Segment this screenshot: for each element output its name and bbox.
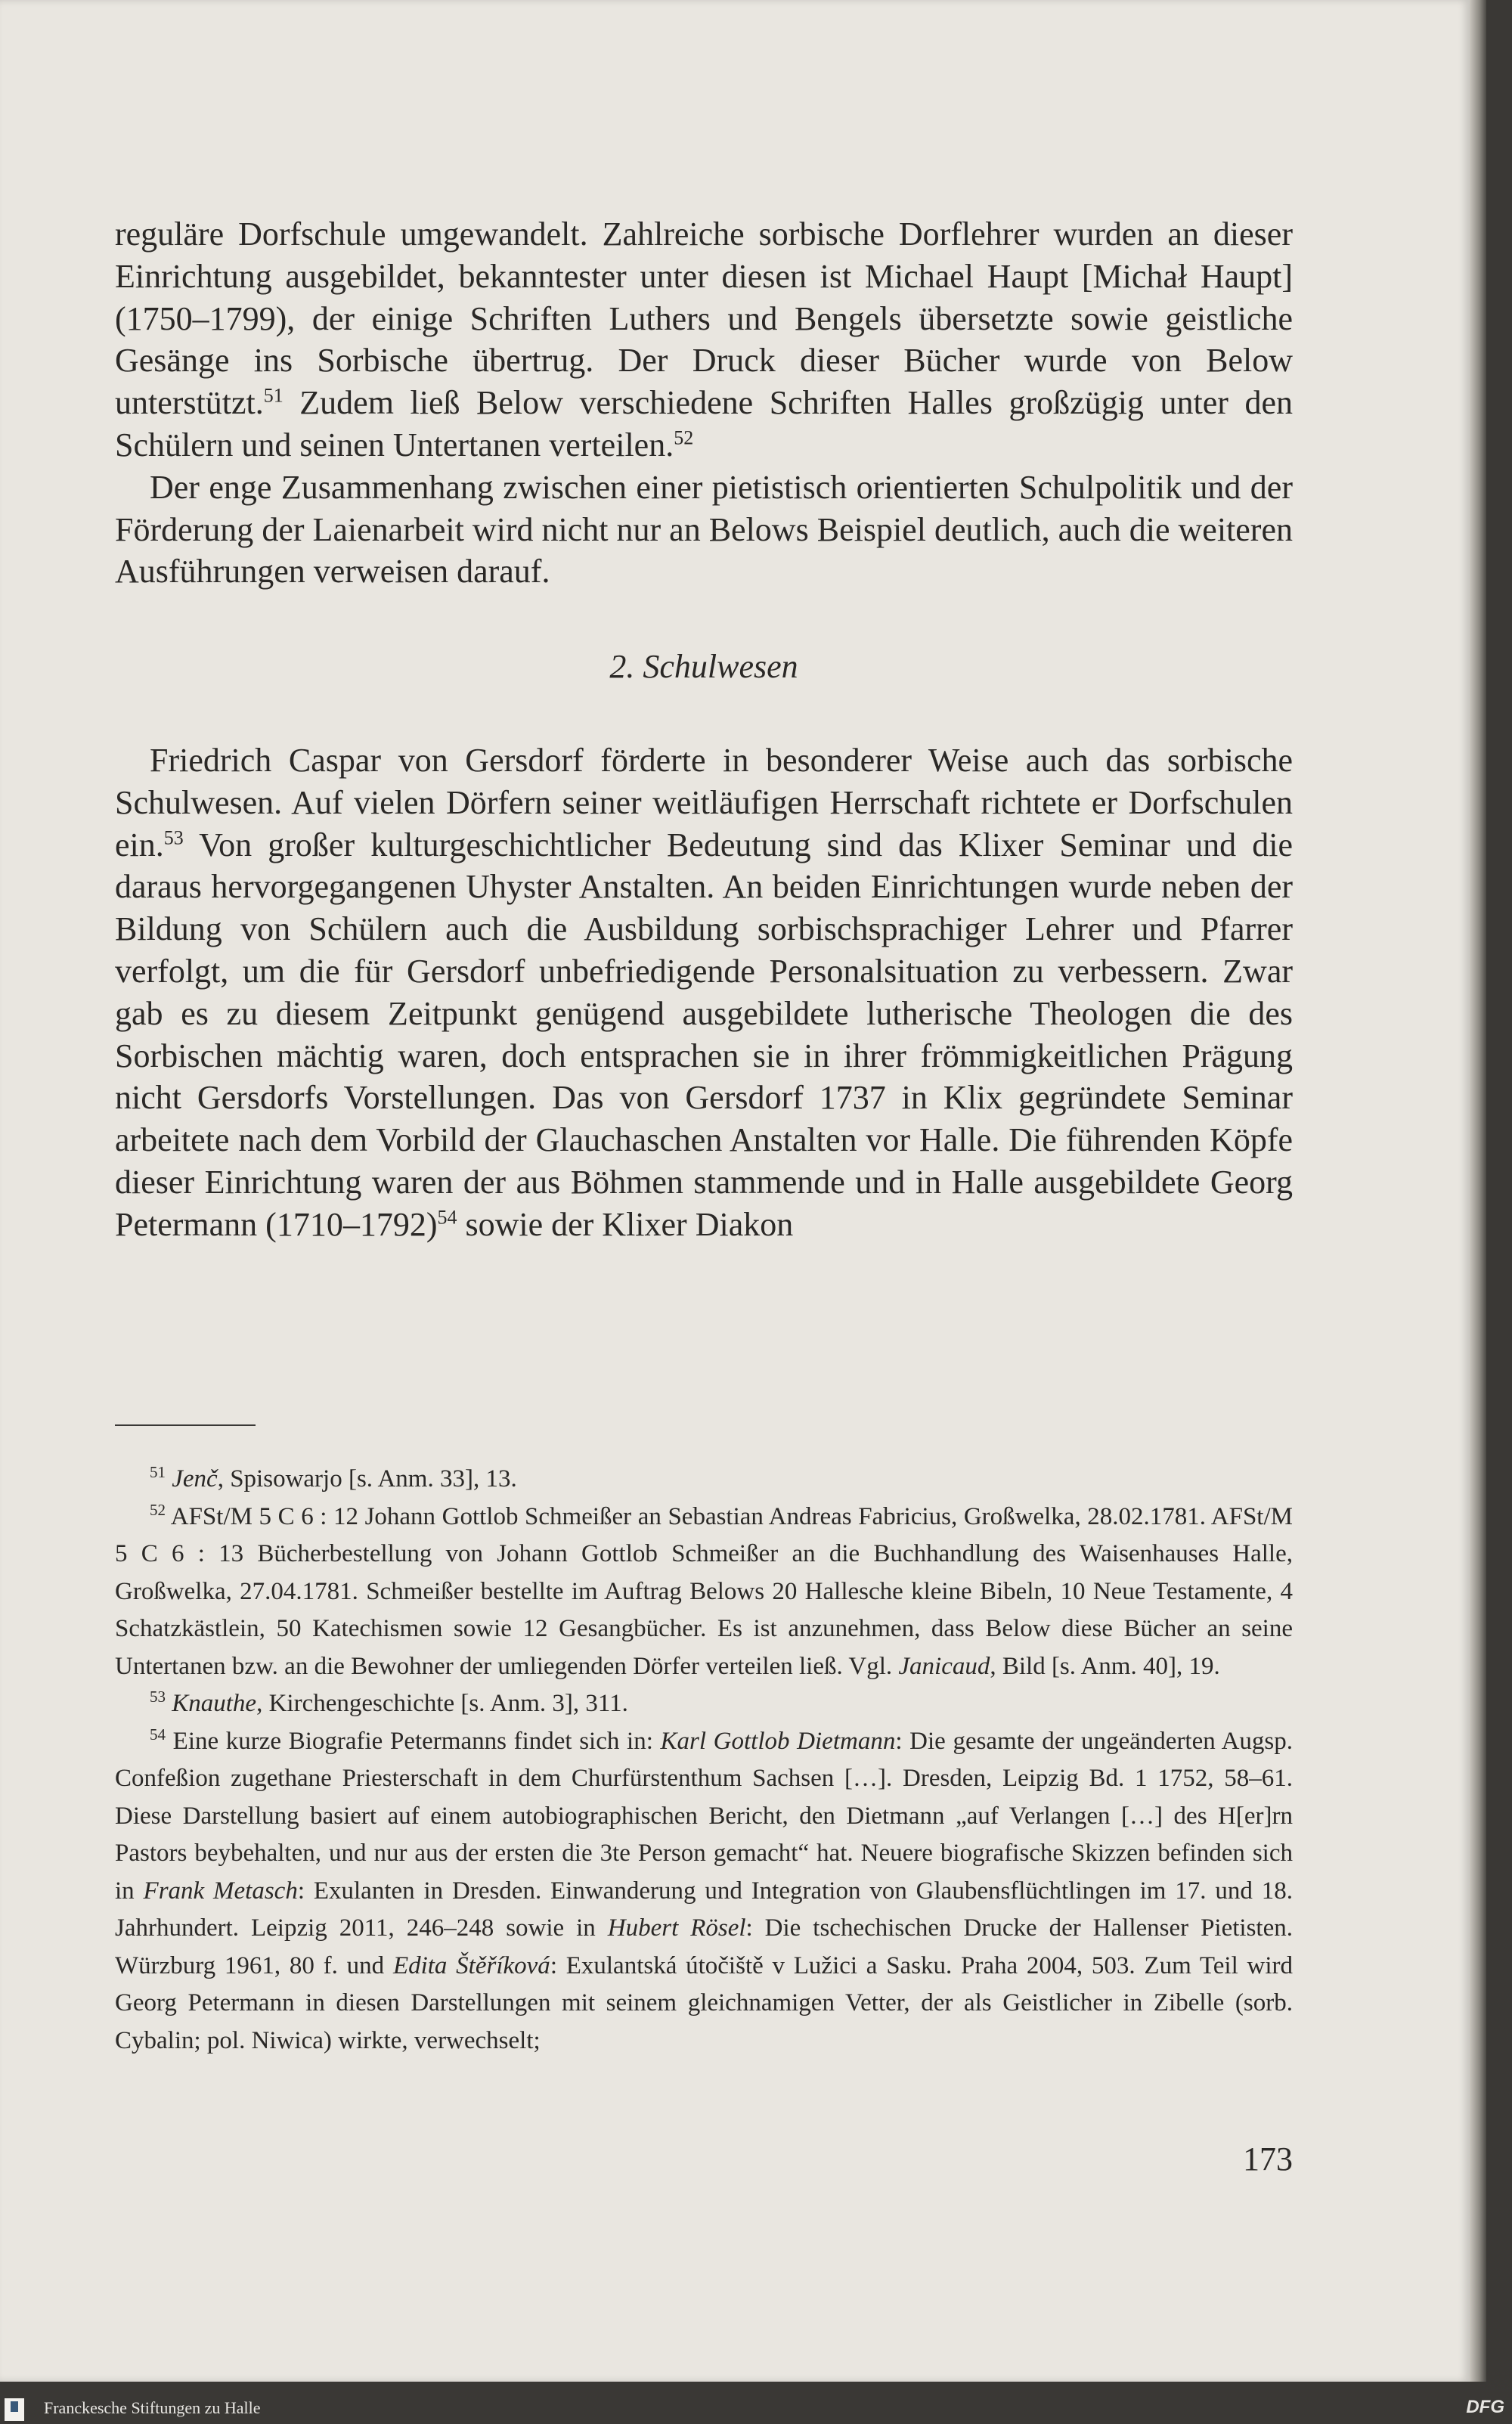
footnote-51: $^{51}$ Jenč, Spisowarjo [s. Anm. 33], 13. [150,1463,517,1493]
footnote-ref-53[interactable]: 53 [163,826,184,848]
footnote-54: $^{54}$ Eine kurze Biografie Petermanns findet sich in: Karl Gottlob Dietmann: Die gesamte der ungeänderten Augsp. Confeßion zugethane Priesterschaft in dem Churfürstenthum Sachsen […]. Dresden, Leipzig Bd. 1 1752, 58–61. Diese Darstellung basiert auf einem autobiographischen Bericht, den Dietmann „auf Verlangen […] des H[er]rn Pastors beybehalten, und nur aus der ersten die 3te Person gemacht“ hat. Neuere biografische Skizzen befinden sich in Frank Metasch: Exulanten in Dresden. Einwanderung und Integration von Glaubensflüchtlingen im 17. und 18. Jahrhundert. Leipzig 2011, 246–248 sowie in Hubert Rösel: Die tschechischen Drucke der Hallenser Pietisten. Würzburg 1961, 80 f. und Edita Štěříková: Exulantská útočiště v Lužici a Sasku. Praha 2004, 503. Zum Teil wird Georg Petermann in diesen Darstellungen mit seinem gleichnamigen Vetter, der als Geistlicher in Zibelle (sorb. Cybalin; pol. Niwica) wirkte, verwechselt; [115,1725,1294,2054]
footnote-ref-54[interactable]: 54 [437,1206,457,1229]
footnote-ref-52[interactable]: 52 [674,426,694,449]
page-edge-shadow [1470,0,1486,2382]
main-text [115,213,1293,1246]
page-number: 173 [1243,2140,1293,2178]
footnote-ref-51[interactable]: 51 [263,384,284,407]
paragraph-2: Der enge Zusammenhang zwischen einer pietistisch orientierten Schulpolitik und der Förderung der Laienarbeit wird nicht nur an Belows Beispiel deutlich, auch die weiteren Ausführungen verweisen darauf. [115,468,1293,591]
footnote-divider [115,1424,256,1426]
footnote-53: $^{53}$ Knauthe, Kirchengeschichte [s. Anm. 3], 311. [150,1688,628,1717]
paragraph-3: Friedrich Caspar von Gersdorf förderte in besonderer Weise auch das sorbische Schulwesen. Auf vielen Dörfern seiner weitläufigen Herrschaft richtete er Dorfschulen ein.$^{53}$ Von großer kulturgeschichtlicher Bedeutung sind das Klixer Seminar und die daraus hervorgegangenen Uhyster Anstalten. An beiden Einrichtungen wurde neben der Bildung von Schülern auch die Ausbildung sorbischsprachiger Lehrer und Pfarrer verfolgt, um die für Gersdorf unbefriedigende Personalsituation zu verbessern. Zwar gab es zu diesem Zeitpunkt genügend ausgebildete lutherische Theologen die des Sorbischen mächtig waren, doch entsprachen sie in ihrer frömmigkeitlichen Prägung nicht Gersdorfs Vorstellungen. Das von Gersdorf 1737 in Klix gegründete Seminar arbeitete nach dem Vorbild der Glauchaschen Anstalten vor Halle. Die führenden Köpfe dieser Einrichtung waren der aus Böhmen stammende und in Halle ausgebildete Georg Petermann (1710–1792)$^{54}$ sowie der Klixer Diakon [115,741,1293,1243]
footnotes [115,1461,1293,2060]
footnote-52: $^{52}$ AFSt/M 5 C 6 : 12 Johann Gottlob Schmeißer an Sebastian Andreas Fabricius, Großwelka, 28.02.1781. AFSt/M 5 C 6 : 13 Bücherbestellung von Johann Gottlob Schmeißer an die Buchhandlung des Waisenhauses Halle, Großwelka, 27.04.1781. Schmeißer bestellte im Auftrag Belows 20 Hallesche kleine Bibeln, 10 Neue Testamente, 4 Schatzkästlein, 50 Katechismen sowie 12 Gesangbücher. Es ist anzunehmen, dass Below diese Bücher an seine Untertanen bzw. an die Bewohner der umliegenden Dörfer verteilen ließ. Vgl. Janicaud, Bild [s. Anm. 40], 19. [115,1500,1293,1680]
section-heading: 2. Schulwesen [609,648,798,686]
paragraph-1: reguläre Dorfschule umgewandelt. Zahlreiche sorbische Dorflehrer wurden an dieser Einrichtung ausgebildet, bekanntester unter diesen ist Michael Haupt [Michał Haupt] (1750–1799), der einige Schriften Luthers und Bengels übersetzte sowie geistliche Gesänge ins Sorbische übertrug. Der Druck dieser Bücher wurde von Below unterstützt.$^{51}$ Zudem ließ Below verschiedene Schriften Halles großzügig unter den Schülern und seinen Untertanen verteilen.$^{52}$ [115,215,1293,463]
dfg-badge: DFG [1466,2397,1504,2417]
institution-logo-icon [5,2398,24,2421]
institution-label: Franckesche Stiftungen zu Halle [44,2398,261,2417]
viewer-footer [0,2386,1512,2424]
